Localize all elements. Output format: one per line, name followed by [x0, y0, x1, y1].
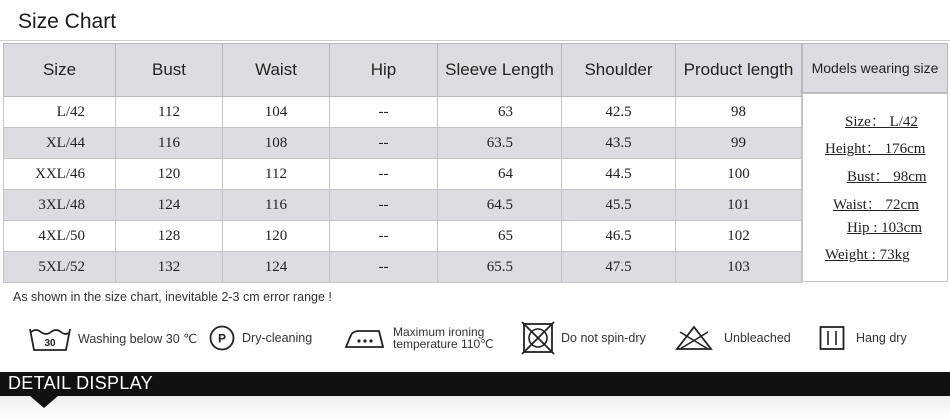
- detail-display-title: DETAIL DISPLAY: [8, 373, 153, 393]
- cell-sleeve-length: 63: [438, 97, 562, 128]
- cell-sleeve-length: 64: [438, 159, 562, 190]
- cell-size: 3XL/48: [4, 190, 116, 221]
- cell-size: 5XL/52: [4, 252, 116, 283]
- cell-sleeve-length: 63.5: [438, 128, 562, 159]
- table-row: [4, 221, 802, 252]
- care-dry-clean: [208, 321, 312, 355]
- hang-dry-icon: [818, 324, 846, 352]
- washing-label: Washing below 30 ℃: [78, 331, 198, 346]
- cell-hip: --: [330, 252, 438, 283]
- dry-clean-circle-icon: [208, 324, 236, 352]
- cell-waist: 112: [223, 159, 330, 190]
- cell-bust: 124: [116, 190, 223, 221]
- washing-tub-icon: [28, 323, 72, 353]
- size-table-header-row: [4, 44, 802, 97]
- header-bust: Bust: [116, 44, 223, 97]
- header-sleeve-length: Sleeve Length: [438, 44, 562, 97]
- header-size: Size: [4, 44, 116, 97]
- header-waist: Waist: [223, 44, 330, 97]
- cell-product-length: 102: [676, 221, 802, 252]
- cell-bust: 116: [116, 128, 223, 159]
- cell-product-length: 99: [676, 128, 802, 159]
- dry-clean-label: Dry-cleaning: [242, 331, 313, 345]
- cell-waist: 116: [223, 190, 330, 221]
- hang-dry-label: Hang dry: [856, 331, 907, 345]
- cell-waist: 104: [223, 97, 330, 128]
- cell-product-length: 98: [676, 97, 802, 128]
- cell-shoulder: 43.5: [562, 128, 676, 159]
- dry-clean-badge: P: [217, 331, 227, 346]
- cell-hip: --: [330, 128, 438, 159]
- cell-bust: 128: [116, 221, 223, 252]
- table-row: [4, 97, 802, 128]
- iron-icon: [343, 325, 387, 351]
- cell-hip: --: [330, 190, 438, 221]
- cell-sleeve-length: 65.5: [438, 252, 562, 283]
- model-height: Height： 176cm: [825, 141, 926, 157]
- cell-waist: 120: [223, 221, 330, 252]
- error-range-note: As shown in the size chart, inevitable 2-3 cm error range !: [13, 290, 332, 304]
- care-washing: [28, 321, 197, 355]
- size-table: [3, 43, 802, 283]
- title-divider: [0, 40, 950, 41]
- cell-product-length: 103: [676, 252, 802, 283]
- model-size: Size： L/42: [845, 114, 918, 130]
- cell-waist: 124: [223, 252, 330, 283]
- cell-size: XL/44: [4, 128, 116, 159]
- table-row: [4, 190, 802, 221]
- cell-shoulder: 44.5: [562, 159, 676, 190]
- banner-pointer-icon: [30, 396, 58, 408]
- cell-sleeve-length: 65: [438, 221, 562, 252]
- cell-size: L/42: [4, 97, 116, 128]
- washing-temp-badge: 30: [44, 338, 56, 349]
- care-no-bleach: [674, 321, 791, 355]
- cell-shoulder: 45.5: [562, 190, 676, 221]
- ironing-label-group: [387, 326, 494, 350]
- model-hip: Hip : 103cm: [847, 220, 922, 236]
- ironing-label-line2: temperature 110℃: [393, 337, 494, 351]
- bottom-backdrop: [0, 396, 950, 419]
- models-header: Models wearing size: [802, 43, 948, 93]
- cell-waist: 108: [223, 128, 330, 159]
- cell-product-length: 101: [676, 190, 802, 221]
- header-hip: Hip: [330, 44, 438, 97]
- no-bleach-triangle-icon: [674, 324, 714, 352]
- no-spin-dry-icon: [521, 321, 555, 355]
- table-row: [4, 252, 802, 283]
- cell-shoulder: 47.5: [562, 252, 676, 283]
- table-row: [4, 128, 802, 159]
- cell-product-length: 100: [676, 159, 802, 190]
- cell-size: 4XL/50: [4, 221, 116, 252]
- cell-bust: 112: [116, 97, 223, 128]
- cell-hip: --: [330, 221, 438, 252]
- cell-size: XXL/46: [4, 159, 116, 190]
- models-info-box: [802, 93, 948, 282]
- cell-hip: --: [330, 159, 438, 190]
- cell-bust: 132: [116, 252, 223, 283]
- cell-bust: 120: [116, 159, 223, 190]
- care-hang-dry: [818, 321, 907, 355]
- table-row: [4, 159, 802, 190]
- care-ironing: [343, 321, 494, 355]
- no-spin-label: Do not spin-dry: [561, 331, 646, 345]
- no-bleach-label: Unbleached: [724, 331, 791, 345]
- model-weight: Weight : 73kg: [825, 247, 910, 263]
- header-product-length: Product length: [676, 44, 802, 97]
- care-no-spin: [521, 321, 646, 355]
- model-waist: Waist： 72cm: [833, 197, 919, 213]
- cell-sleeve-length: 64.5: [438, 190, 562, 221]
- header-shoulder: Shoulder: [562, 44, 676, 97]
- page-title: Size Chart: [18, 10, 117, 33]
- cell-shoulder: 46.5: [562, 221, 676, 252]
- cell-shoulder: 42.5: [562, 97, 676, 128]
- model-bust: Bust： 98cm: [847, 169, 927, 185]
- ironing-label-line1: Maximum ironing: [393, 325, 485, 339]
- cell-hip: --: [330, 97, 438, 128]
